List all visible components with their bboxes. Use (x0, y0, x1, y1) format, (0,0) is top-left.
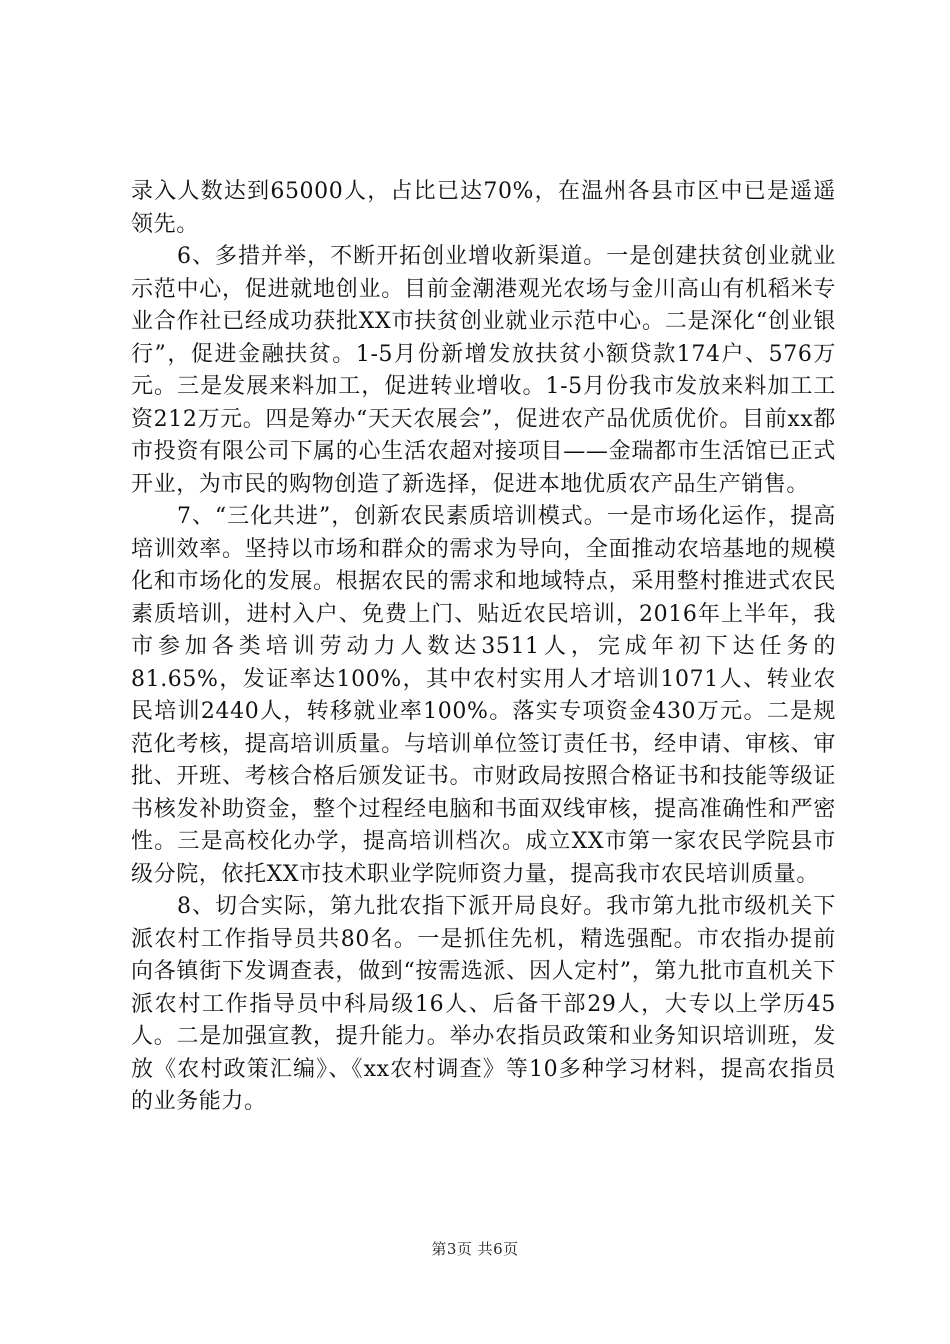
document-body (131, 176, 836, 1119)
paragraph-item-8: 8、切合实际，第九批农指下派开局良好。我市第九批市级机关下派农村工作指导员共80名。一是抓住先机，精选强配。市农指办提前向各镇街下发调查表，做到“按需选派、因人定村”，第九批市直机关下派农村工作指导员中科局级16人、后备干部29人，大专以上学历45人。二是加强宣教，提升能力。举办农指员政策和业务知识培训班，发放《农村政策汇编》、《xx农村调查》等10多种学习材料，提高农指员的业务能力。 (131, 894, 836, 1114)
page-number-footer: 第3页 共6页 (431, 1240, 519, 1258)
paragraph-item-6: 6、多措并举，不断开拓创业增收新渠道。一是创建扶贫创业就业示范中心，促进就地创业。目前金潮港观光农场与金川高山有机稻米专业合作社已经成功获批XX市扶贫创业就业示范中心。二是深化“创业银行”，促进金融扶贫。1-5月份新增发放扶贫小额贷款174户、576万元。三是发展来料加工，促进转业增收。1-5月份我市发放来料加工工资212万元。四是筹办“天天农展会”，促进农产品优质优价。目前xx都市投资有限公司下属的心生活农超对接项目——金瑞都市生活馆已正式开业，为市民的购物创造了新选择，促进本地优质农产品生产销售。 (131, 244, 836, 497)
paragraph-item-7: 7、“三化共进”，创新农民素质培训模式。一是市场化运作，提高培训效率。坚持以市场和群众的需求为导向，全面推动农培基地的规模化和市场化的发展。根据农民的需求和地域特点，采用整村推进式农民素质培训，进村入户、免费上门、贴近农民培训，2016年上半年，我市参加各类培训劳动力人数达3511人，完成年初下达任务的81.65%，发证率达100%，其中农村实用人才培训1071人、转业农民培训2440人，转移就业率100%。落实专项资金430万元。二是规范化考核，提高培训质量。与培训单位签订责任书，经申请、审核、审批、开班、考核合格后颁发证书。市财政局按照合格证书和技能等级证书核发补助资金，整个过程经电脑和书面双线审核，提高准确性和严密性。三是高校化办学，提高培训档次。成立XX市第一家农民学院县市级分院，依托XX市技术职业学院师资力量，提高我市农民培训质量。 (131, 504, 836, 887)
paragraph-continuation: 录入人数达到65000人，占比已达70%，在温州各县市区中已是遥遥领先。 (131, 179, 836, 237)
